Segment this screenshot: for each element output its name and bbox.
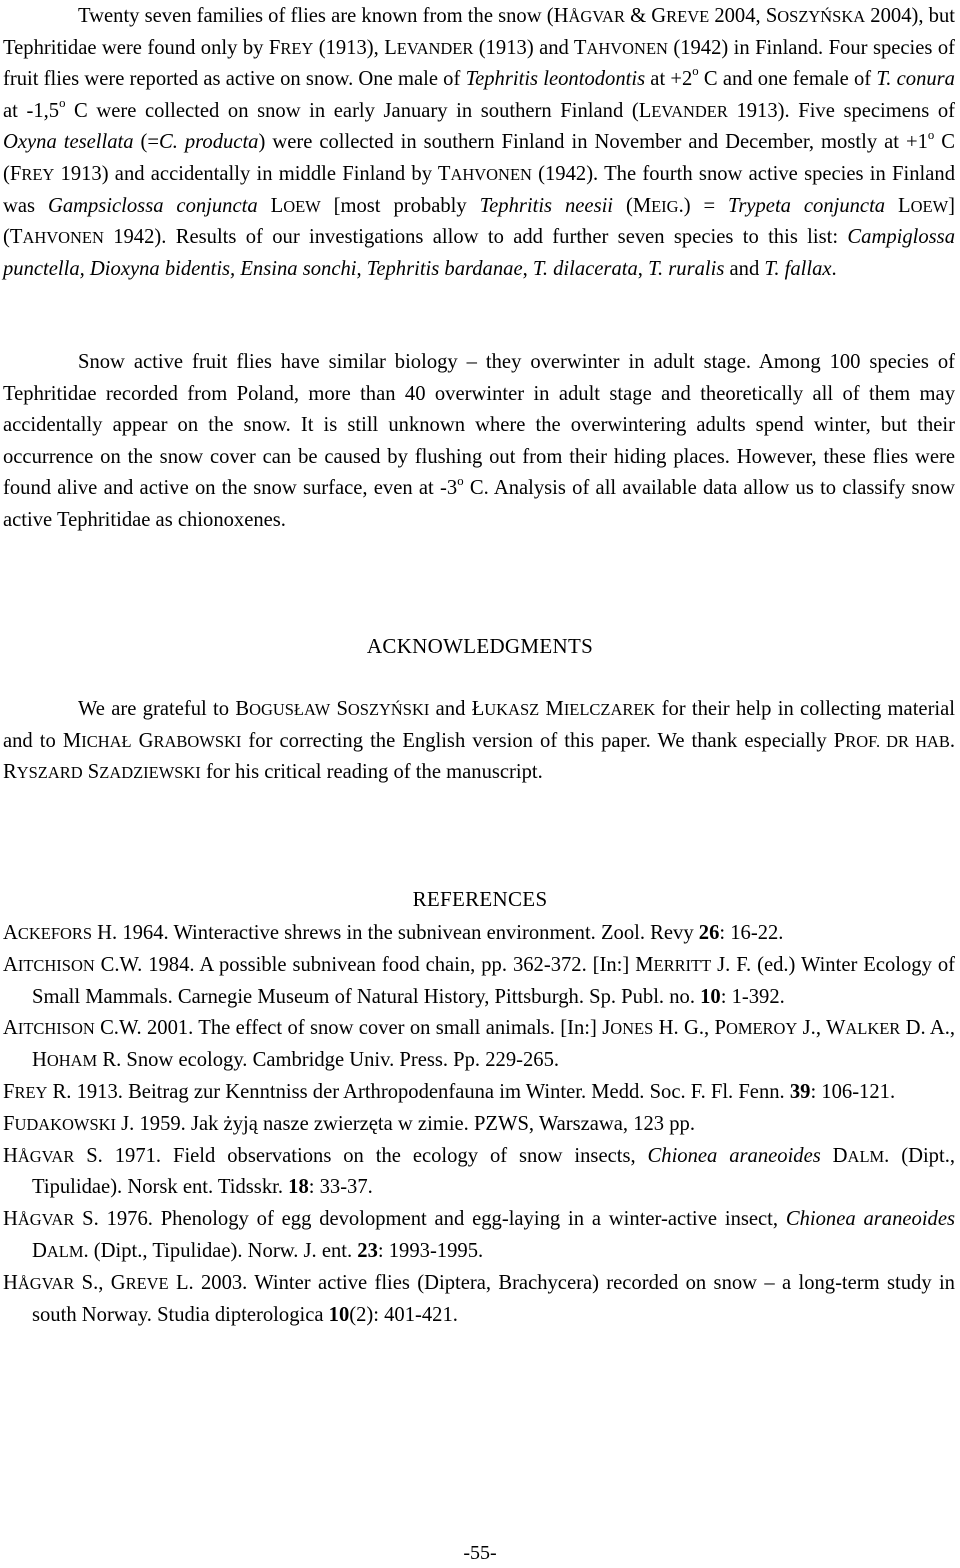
text: (2): 401-421. xyxy=(349,1303,458,1326)
author-name: H xyxy=(553,5,569,27)
species-name: Oxyna tesellata xyxy=(3,131,134,154)
author-name: F xyxy=(9,162,22,185)
text: (= xyxy=(133,131,159,154)
author-name: F xyxy=(268,36,281,59)
text: S., xyxy=(74,1271,111,1294)
text: (1942). The fourth snow active species in Finland was xyxy=(3,162,955,217)
text: H. G., xyxy=(653,1017,715,1040)
reference-item xyxy=(3,950,955,1014)
text: C and one female of xyxy=(698,68,877,91)
text: (1942) in Finland. Four species of fruit flies were reported as active on snow. One male of xyxy=(3,36,955,91)
species-name: Trypeta conjuncta xyxy=(728,194,886,217)
species-name: C. producta xyxy=(158,131,259,154)
reference-item xyxy=(3,1204,955,1268)
author-name: T xyxy=(437,162,451,185)
author-name: OEW xyxy=(910,196,949,216)
author-name: OEW xyxy=(283,196,321,216)
text: J. 1959. Jak żyją nasze zwierzęta w zimie. PZWS, Warszawa, 123 pp. xyxy=(116,1112,695,1135)
text: for their help in collecting material and to xyxy=(3,698,956,752)
author-name: L xyxy=(384,36,397,59)
person-name: UKASZ xyxy=(484,700,540,719)
text: : 106-121. xyxy=(810,1080,896,1103)
reference-item xyxy=(3,1268,955,1332)
author-name: ÅGVAR xyxy=(568,7,625,26)
species-name: T. fallax xyxy=(764,257,832,280)
text: 1942). Results of our investigations allow to add further seven species to this list: xyxy=(103,226,848,249)
text: C were collected on snow in early January in southern Finland ( xyxy=(65,99,639,122)
text: ] ( xyxy=(3,194,955,249)
ref-volume: 10 xyxy=(700,985,721,1008)
ref-author: ÅGVAR xyxy=(17,1210,75,1230)
person-name: G xyxy=(138,729,154,752)
ref-author: P xyxy=(714,1017,726,1040)
author-name: AHVONEN xyxy=(586,38,668,58)
author-name: G xyxy=(651,5,667,27)
person-name: RABOWSKI xyxy=(153,731,242,751)
body-paragraph-1 xyxy=(3,1,955,285)
ref-author: A xyxy=(3,953,18,976)
ref-author: OMEROY xyxy=(725,1019,798,1039)
ref-author: F xyxy=(3,1080,15,1103)
species-name: T. ruralis xyxy=(648,257,725,280)
text: , xyxy=(356,257,367,280)
text: at -1,5 xyxy=(3,99,60,122)
ref-volume: 10 xyxy=(328,1303,350,1326)
acknowledgments-heading: ACKNOWLEDGMENTS xyxy=(366,634,594,658)
ref-author: F xyxy=(3,1112,15,1135)
ref-author: ERRITT xyxy=(653,955,712,975)
text: C. Analysis of all available data allow us to classify snow active Tephritidae as chionoxenes. xyxy=(3,477,955,531)
degree-mark: o xyxy=(692,64,699,79)
text: Snow active fruit flies have similar biology – they overwinter in adult stage. Among 100 species of Tephritidae recorded from Poland, more than 40 overwinter in adult stage and theoretically all of them may accidentally appear on the snow. It is still unknown where the overwintering adults spend winter, but their occurrence on the snow cover can be caused by flushing out from their hiding places. However, these flies were found alive and active on the snow surface, even at -3 xyxy=(3,351,955,500)
species-name: T. dilacerata xyxy=(532,257,638,280)
author-name: AHVONEN xyxy=(22,228,104,248)
text: : 33-37. xyxy=(308,1176,373,1199)
text: & xyxy=(624,5,652,27)
text: .) = xyxy=(678,194,729,217)
text: and xyxy=(429,698,472,720)
ref-author: ÅGVAR xyxy=(17,1146,75,1166)
author-name: OSZYŃSKA xyxy=(777,7,866,26)
author-name: M xyxy=(632,194,652,217)
text xyxy=(821,1145,833,1167)
reference-item xyxy=(3,1109,955,1141)
text: and xyxy=(724,257,765,280)
author-name: REVE xyxy=(666,7,710,26)
species-name: Chionea araneoides xyxy=(647,1144,821,1167)
text: S. 1976. Phenology of egg devolopment and egg-laying in a winter-active insect, xyxy=(74,1208,786,1231)
text: C ( xyxy=(3,131,955,185)
ref-author: D xyxy=(832,1144,848,1167)
text: D. A., xyxy=(900,1017,955,1040)
person-name: OSZYŃSKI xyxy=(347,700,430,719)
author-name: L xyxy=(270,194,284,217)
text: , xyxy=(522,257,533,280)
text: ) were collected in southern Finland in November and December, mostly at +1 xyxy=(258,131,928,154)
text xyxy=(132,730,139,752)
reference-item xyxy=(3,918,955,950)
text: 2004), but Tephritidae were found only by xyxy=(3,5,955,59)
ref-author: ALM xyxy=(46,1241,84,1261)
ref-author: A xyxy=(3,922,18,944)
ref-author: A xyxy=(3,1017,18,1040)
ref-author: ALM xyxy=(847,1146,885,1166)
reference-item xyxy=(3,1077,955,1109)
text: 1913). Five specimens of xyxy=(727,99,955,122)
ref-author: H xyxy=(3,1144,18,1167)
person-name: ZADZIEWSKI xyxy=(99,763,201,783)
ref-author: ONES xyxy=(610,1019,654,1039)
text: , xyxy=(637,257,649,280)
person-name: Ł xyxy=(471,698,485,720)
person-name: S xyxy=(87,761,100,784)
species-name: T. conura xyxy=(876,68,955,91)
ref-author: W xyxy=(825,1017,846,1040)
person-title: P xyxy=(833,729,846,752)
person-name: M xyxy=(545,698,564,720)
author-name: EIG xyxy=(651,196,679,216)
person-name: B xyxy=(235,698,250,720)
author-name: EVANDER xyxy=(396,38,474,58)
author-name: T xyxy=(573,36,587,59)
text: L. 2003. Winter active flies (Diptera, Brachycera) recorded on snow – a long-term study in south Norway. Studia dipterologica xyxy=(32,1271,955,1326)
text: . xyxy=(831,257,837,280)
author-name: L xyxy=(898,194,911,217)
text: We are grateful to xyxy=(78,698,236,720)
person-name: OGUSŁAW xyxy=(249,700,331,719)
text: . xyxy=(949,729,955,752)
reference-list xyxy=(3,918,955,1331)
ref-volume: 23 xyxy=(357,1239,378,1262)
text: for his critical reading of the manuscript. xyxy=(200,761,543,784)
text: R. 1913. Beitrag zur Kenntniss der Arthropodenfauna im Winter. Medd. Soc. F. Fl. Fenn. xyxy=(47,1080,790,1103)
degree-mark: o xyxy=(457,473,464,488)
text xyxy=(885,195,898,217)
author-name: AHVONEN xyxy=(450,164,532,184)
person-name: R xyxy=(3,761,17,784)
ref-author: ALKER xyxy=(845,1019,901,1039)
species-name: Chionea araneoides xyxy=(785,1208,955,1231)
text: 2004, xyxy=(709,5,766,27)
text: J. F. (ed.) Winter Ecology of Small Mammals. Carnegie Museum of Natural History, Pittsburgh. Sp. Publ. no. xyxy=(32,953,955,1008)
text: . (Dipt., Tipulidae). Norw. J. ent. xyxy=(83,1239,358,1262)
person-title: ROF. DR HAB xyxy=(845,731,950,751)
degree-mark: o xyxy=(59,96,66,111)
text: [most probably xyxy=(320,194,480,217)
ref-author: G xyxy=(110,1271,126,1294)
text: . (Dipt., Tipulidae). Norsk ent. Tidsskr. xyxy=(32,1144,955,1199)
person-name: ICHAŁ xyxy=(81,731,132,751)
author-name: REY xyxy=(21,164,55,184)
ref-author: OHAM xyxy=(46,1051,98,1071)
text: H. 1964. Winteractive shrews in the subnivean environment. Zool. Revy xyxy=(92,922,699,944)
body-paragraph-2 xyxy=(3,347,955,537)
text xyxy=(258,195,271,217)
person-name: S xyxy=(336,698,348,720)
ref-volume: 18 xyxy=(288,1176,309,1199)
ref-author: ÅGVAR xyxy=(17,1273,75,1293)
ref-author: ITCHISON xyxy=(17,955,95,975)
author-name: REY xyxy=(280,38,314,58)
ref-author: REVE xyxy=(125,1273,169,1293)
ref-author: D xyxy=(32,1239,47,1262)
text: 1913) and accidentally in middle Finland by xyxy=(54,162,438,185)
text: ( xyxy=(613,194,633,217)
text: C.W. 2001. The effect of snow cover on small animals. [In:] xyxy=(94,1017,603,1040)
author-name: EVANDER xyxy=(651,101,728,121)
text: C.W. 1984. A possible subnivean food chain, pp. 362-372. [In:] xyxy=(94,953,636,976)
text: (1913), xyxy=(313,36,385,59)
page-number: -55- xyxy=(463,1542,497,1564)
reference-item xyxy=(3,1141,955,1205)
text: Twenty seven families of flies are known from the snow ( xyxy=(78,5,554,27)
author-name: T xyxy=(9,226,23,249)
ref-volume: 26 xyxy=(698,922,720,944)
degree-mark: o xyxy=(927,127,935,142)
text: R. Snow ecology. Cambridge Univ. Press. Pp. 229-265. xyxy=(97,1049,560,1072)
text: for correcting the English version of this paper. We thank especially xyxy=(241,729,834,752)
reference-item xyxy=(3,1013,955,1077)
species-name: Tephritis leontodontis xyxy=(465,68,646,91)
person-name: YSZARD xyxy=(16,763,83,783)
ref-volume: 39 xyxy=(789,1080,811,1103)
species-name: Tephritis bardanae xyxy=(366,257,523,280)
text: : 1993-1995. xyxy=(377,1239,484,1262)
species-name: Campiglossa punctella, Dioxyna bidentis, Ensina sonchi xyxy=(3,226,955,280)
author-name: S xyxy=(765,5,778,27)
acknowledgments-paragraph xyxy=(3,694,955,789)
ref-author: J xyxy=(602,1017,611,1040)
text: : 16-22. xyxy=(719,922,784,944)
text: : 1-392. xyxy=(720,985,785,1008)
ref-author: H xyxy=(32,1049,47,1072)
person-name: IELCZAREK xyxy=(563,700,656,719)
ref-author: H xyxy=(3,1271,18,1294)
references-heading: REFERENCES xyxy=(412,887,548,911)
ref-author: ITCHISON xyxy=(17,1019,95,1039)
ref-author: REY xyxy=(14,1082,48,1102)
species-name: Tephritis neesii xyxy=(479,194,614,217)
species-name: Gampsiclossa conjuncta xyxy=(47,194,258,217)
text: S. 1971. Field observations on the ecology of snow insects, xyxy=(74,1144,648,1167)
text: at +2 xyxy=(645,68,693,91)
ref-author: H xyxy=(3,1208,18,1231)
ref-author: UDAKOWSKI xyxy=(14,1114,117,1134)
ref-author: CKEFORS xyxy=(17,924,93,943)
text: J., xyxy=(797,1017,826,1040)
person-name: M xyxy=(62,729,82,752)
ref-author: M xyxy=(635,953,654,976)
author-name: L xyxy=(638,99,652,122)
text: (1913) and xyxy=(473,36,574,59)
